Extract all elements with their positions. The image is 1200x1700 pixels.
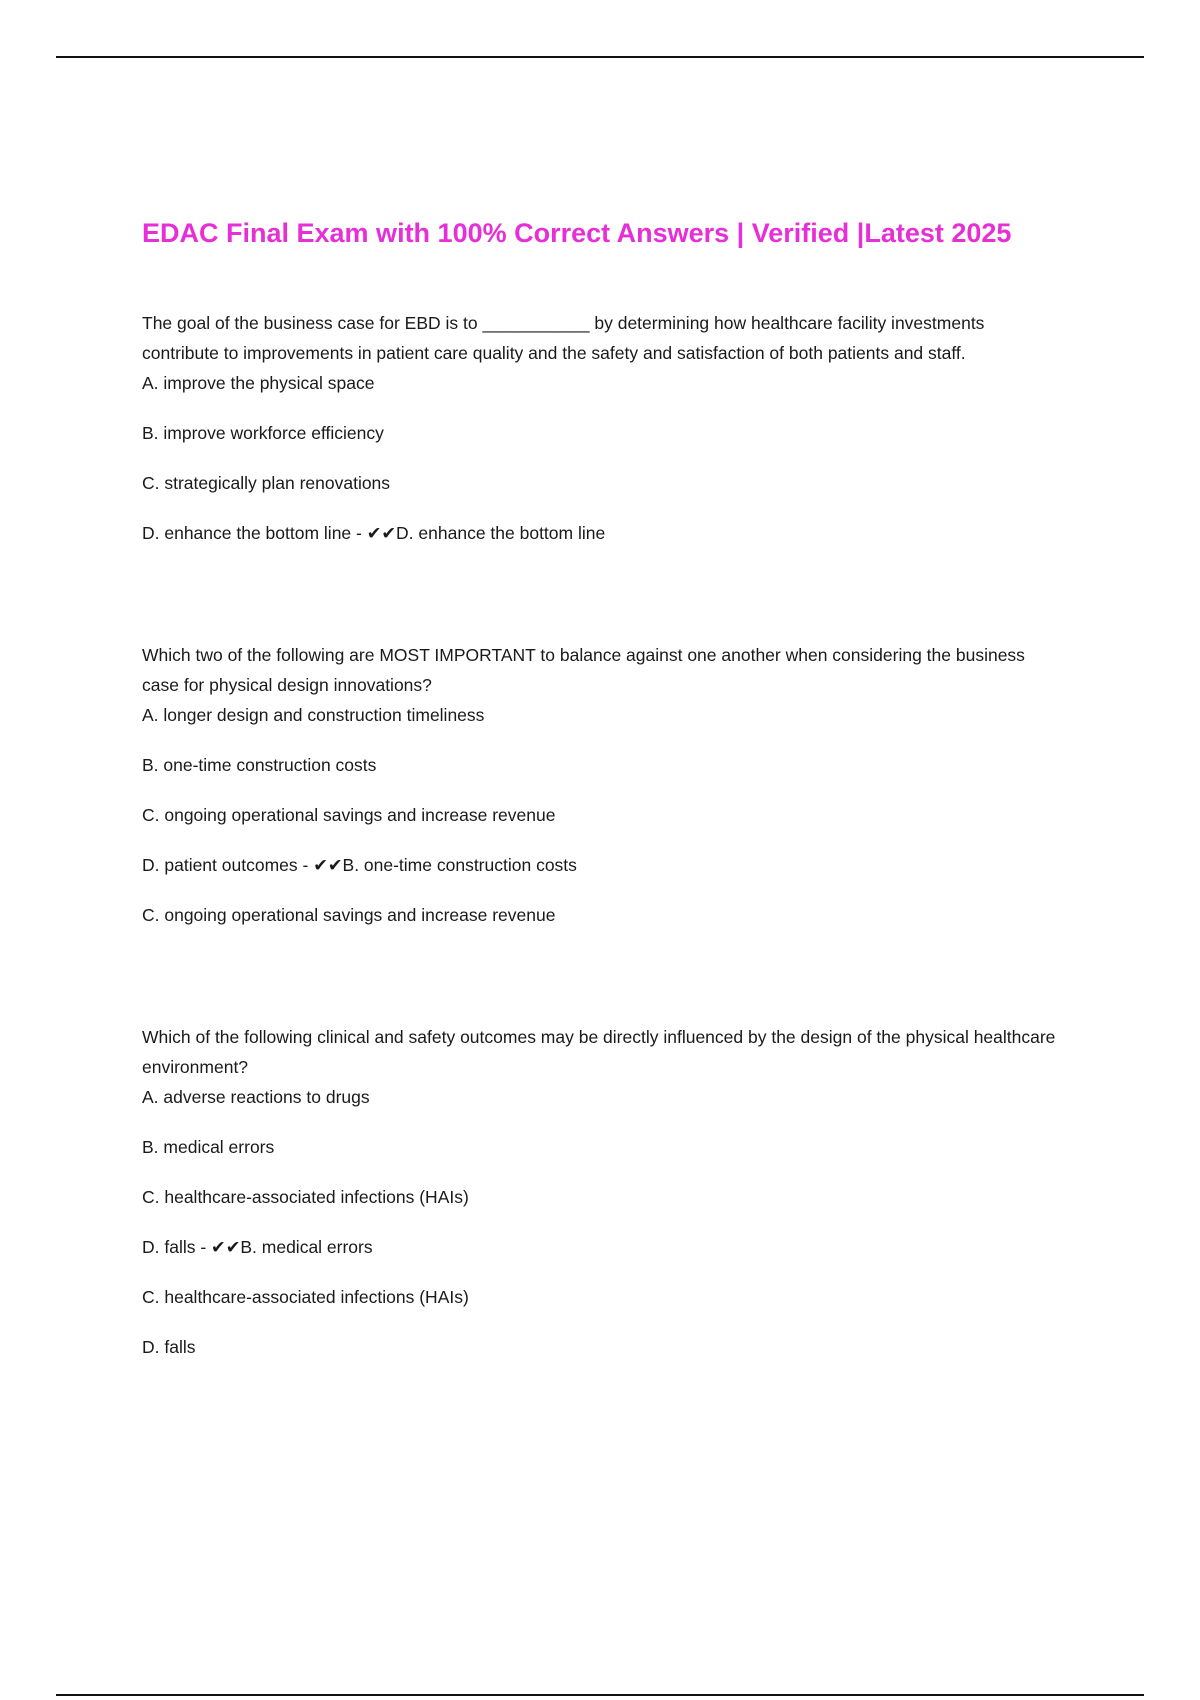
question-1-option-b: B. improve workforce efficiency [142,423,384,443]
top-rule [56,56,1144,58]
bottom-rule [56,1694,1144,1696]
question-3-option-d-answer: D. falls - ✔✔B. medical errors [142,1237,373,1257]
question-3-option-b: B. medical errors [142,1137,275,1157]
question-3-answer-continued-d: D. falls [142,1337,196,1357]
question-2-option-c: C. ongoing operational savings and increase revenue [142,805,556,825]
question-3 [142,1022,1062,1382]
question-3-option-a: A. adverse reactions to drugs [142,1087,370,1107]
question-3-answer-continued-c: C. healthcare-associated infections (HAIs) [142,1287,469,1307]
question-2-option-b: B. one-time construction costs [142,755,377,775]
question-3-option-c: C. healthcare-associated infections (HAIs) [142,1187,469,1207]
question-2-option-d-answer: D. patient outcomes - ✔✔B. one-time construction costs [142,855,577,875]
question-3-text: Which of the following clinical and safety outcomes may be directly influenced by the design of the physical healthcare environment? [142,1027,1056,1077]
document-title: EDAC Final Exam with 100% Correct Answers | Verified |Latest 2025 [142,218,1012,248]
question-1 [142,308,1062,568]
question-2-answer-continued: C. ongoing operational savings and increase revenue [142,905,556,925]
question-2-option-a: A. longer design and construction timeliness [142,705,485,725]
question-2-text: Which two of the following are MOST IMPORTANT to balance against one another when considering the business case for physical design innovations? [142,645,1025,695]
question-2 [142,640,1062,950]
question-1-option-d-answer: D. enhance the bottom line - ✔✔D. enhance the bottom line [142,523,606,543]
question-1-option-a: A. improve the physical space [142,373,375,393]
question-1-text: The goal of the business case for EBD is to ___________ by determining how healthcare facility investments contribute to improvements in patient care quality and the safety and satisfaction of both patients and staff. [142,313,985,363]
question-1-option-c: C. strategically plan renovations [142,473,391,493]
